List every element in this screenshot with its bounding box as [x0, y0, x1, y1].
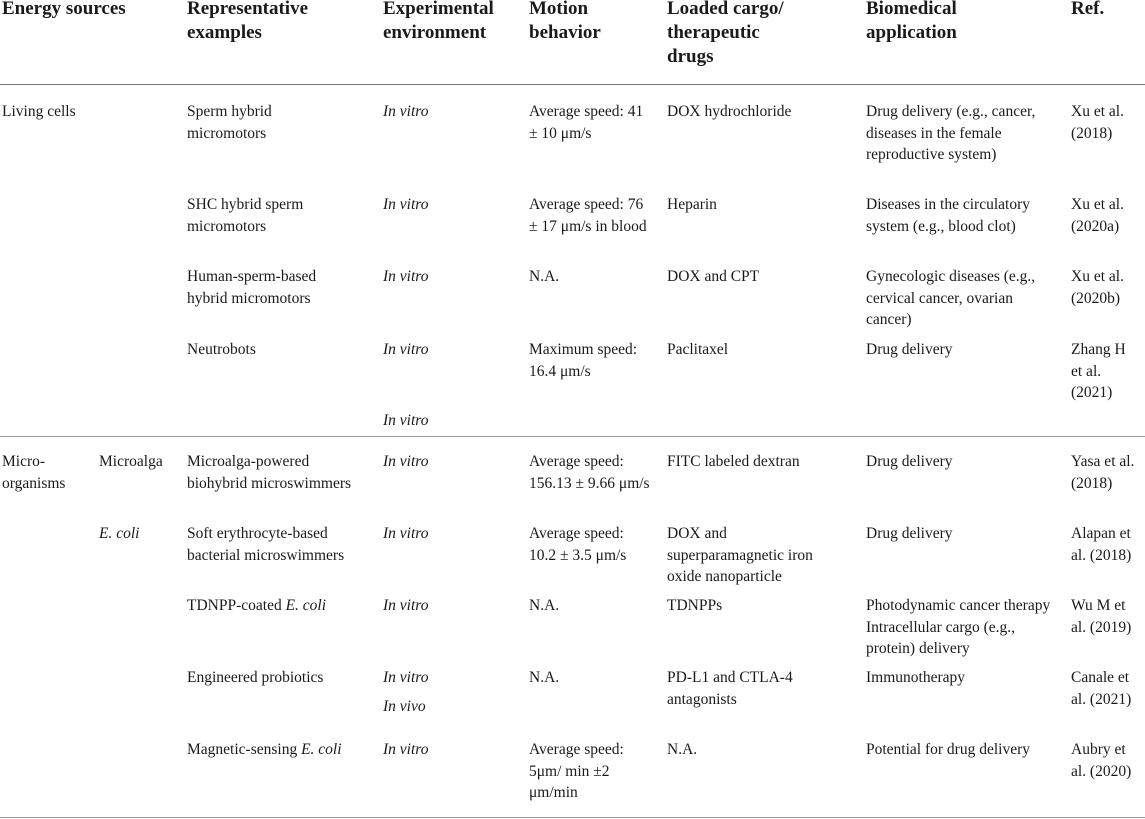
row-application: Diseases in the circulatory system (e.g., blood clot) [866, 196, 1030, 235]
header-loaded-cargo: Loaded cargo/ therapeutic drugs [667, 0, 784, 67]
row-example-prefix: TDNPP-coated [187, 597, 286, 614]
row-ref: Aubry et al. (2020) [1071, 741, 1132, 780]
row-example: SHC hybrid sperm micromotors [187, 196, 304, 235]
row-example: Neutrobots [187, 341, 256, 358]
header-rule [0, 84, 1145, 85]
row-cargo: PD-L1 and CTLA-4 antagonists [667, 669, 793, 708]
row-application: Immunotherapy [866, 669, 966, 686]
row-environment: In vitro [383, 525, 429, 542]
row-example-organism: E. coli [285, 597, 327, 614]
header-representative-examples: Representative examples [187, 0, 309, 43]
row-application: Drug delivery (e.g., cancer, diseases in the female reproductive system) [866, 103, 1036, 163]
row-cargo: Paclitaxel [667, 341, 729, 358]
row-environment: In vitro [383, 669, 429, 686]
row-ref: Xu et al. (2018) [1071, 103, 1124, 142]
header-experimental-environment: Experimental environment [383, 0, 494, 43]
row-motion: Average speed: 5μm/ min ±2 μm/min [529, 741, 624, 801]
row-cargo: Heparin [667, 196, 717, 213]
row-example: Human-sperm-based hybrid micromotors [187, 268, 317, 307]
subgroup-microalga: Microalga [99, 453, 163, 470]
row-ref: Yasa et al. (2018) [1071, 453, 1135, 492]
row-example: Sperm hybrid micromotors [187, 103, 272, 142]
row-example [187, 595, 372, 617]
row-example-prefix: Magnetic-sensing [187, 741, 302, 758]
row-application: Photodynamic cancer therapy Intracellular cargo (e.g., protein) delivery [866, 597, 1051, 657]
row-environment: In vitro [383, 103, 429, 120]
row-environment: In vitro [383, 597, 429, 614]
row-example: Engineered probiotics [187, 669, 324, 686]
row-cargo: DOX and superparamagnetic iron oxide nanoparticle [667, 525, 813, 585]
row-motion: N.A. [529, 597, 560, 614]
row-example: Microalga-powered biohybrid microswimmers [187, 453, 352, 492]
row-environment: In vitro [383, 741, 429, 758]
row-application: Drug delivery [866, 341, 953, 358]
row-cargo: FITC labeled dextran [667, 453, 800, 470]
row-motion: N.A. [529, 669, 560, 686]
row-cargo: DOX hydrochloride [667, 103, 792, 120]
row-environment: In vitro [383, 196, 429, 213]
row-environment-secondary: In vitro [383, 412, 429, 429]
row-application: Drug delivery [866, 453, 953, 470]
row-environment: In vitro [383, 453, 429, 470]
row-cargo: TDNPPs [667, 597, 723, 614]
row-example: Soft erythrocyte-based bacterial microswimmers [187, 525, 345, 564]
row-motion: Average speed: 41 ± 10 μm/s [529, 103, 644, 142]
row-motion: Average speed: 76 ± 17 μm/s in blood [529, 196, 647, 235]
row-cargo: DOX and CPT [667, 268, 760, 285]
row-ref: Xu et al. (2020b) [1071, 268, 1124, 307]
row-environment: In vitro [383, 341, 429, 358]
row-application: Drug delivery [866, 525, 953, 542]
row-motion: Maximum speed: 16.4 μm/s [529, 341, 638, 380]
row-environment-secondary: In vivo [383, 698, 426, 715]
header-biomedical-application: Biomedical application [866, 0, 957, 43]
row-ref: Xu et al. (2020a) [1071, 196, 1124, 235]
row-application: Gynecologic diseases (e.g., cervical cancer, ovarian cancer) [866, 268, 1036, 328]
bottom-rule [0, 817, 1145, 818]
row-example-organism: E. coli [301, 741, 342, 758]
row-ref: Canale et al. (2021) [1071, 669, 1132, 708]
row-ref: Zhang H et al. (2021) [1071, 341, 1126, 401]
group-microorganisms: Micro-organisms [2, 453, 66, 492]
header-energy-sources: Energy sources [2, 0, 126, 19]
row-cargo: N.A. [667, 741, 698, 758]
header-motion-behavior: Motion behavior [529, 0, 601, 43]
row-motion: Average speed: 156.13 ± 9.66 μm/s [529, 453, 650, 492]
row-motion: Average speed: 10.2 ± 3.5 μm/s [529, 525, 627, 564]
group-living-cells: Living cells [2, 103, 76, 120]
row-application: Potential for drug delivery [866, 741, 1030, 758]
header-ref: Ref. [1071, 0, 1105, 19]
row-ref: Wu M et al. (2019) [1071, 597, 1132, 636]
subgroup-ecoli: E. coli [99, 525, 140, 542]
row-ref: Alapan et al. (2018) [1071, 525, 1132, 564]
group-divider [0, 436, 1145, 437]
row-example [187, 739, 372, 761]
row-environment: In vitro [383, 268, 429, 285]
row-motion: N.A. [529, 268, 560, 285]
